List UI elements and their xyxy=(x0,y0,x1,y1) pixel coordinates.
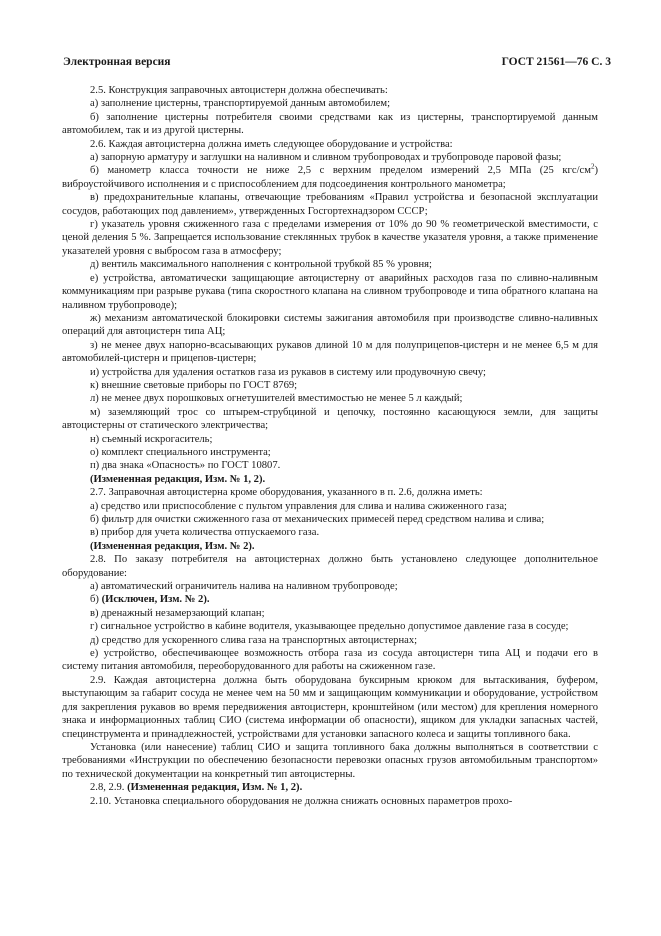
paragraph: 2.7. Заправочная автоцистерна кроме оборудования, указанного в п. 2.6, должна иметь: xyxy=(90,487,483,499)
paragraph: л) не менее двух порошковых огнетушителей вместимостью не менее 5 л каждый; xyxy=(90,393,463,405)
paragraph: 2.10. Установка специального оборудования не должна снижать основных параметров прохо- xyxy=(90,795,513,807)
paragraph: в) дренажный незамерзающий клапан; xyxy=(90,607,265,619)
paragraph: о) комплект специального инструмента; xyxy=(90,446,271,458)
paragraph: а) автоматический ограничитель налива на наливном трубопроводе; xyxy=(90,581,398,593)
paragraph: д) средство для ускоренного слива газа на транспортных автоцистернах; xyxy=(90,634,418,646)
amendment-note: (Исключен, Изм. № 2). xyxy=(101,594,210,606)
paragraph: а) запорную арматуру и заглушки на наливном и сливном трубопроводах и трубопроводе паровой фазы; xyxy=(90,152,562,164)
document-body xyxy=(62,84,598,808)
paragraph: и) устройства для удаления остатков газа из рукавов в систему или продувочную свечу; xyxy=(90,366,486,378)
paragraph: 2.6. Каждая автоцистерна должна иметь следующее оборудование и устройства: xyxy=(90,138,453,150)
page-header xyxy=(63,55,611,69)
paragraph: а) средство или приспособление с пультом управления для слива и налива сжиженного газа; xyxy=(90,500,507,512)
paragraph: н) съемный искрогаситель; xyxy=(90,433,213,445)
paragraph: к) внешние световые приборы по ГОСТ 8769; xyxy=(90,379,298,391)
paragraph: е) устройства, автоматически защищающие автоцистерну от аварийных расходов газа по сливно-наливным коммуникациям при разрыве рукава (типа скоростного клапана на сливном трубопроводе и типа обратного клапана на наливном трубопроводе); xyxy=(62,272,598,311)
amendment-note: (Измененная редакция, Изм. № 2). xyxy=(90,540,255,552)
paragraph: 2.9. Каждая автоцистерна должна быть оборудована буксирным крюком для вытаскивания, буфером, выступающим за габарит сосуда не менее чем на 50 мм и защищающим коммуникации и оборудование, устройством для закрепления рукавов во время передвижения автоцистерн, кронштейном (или местом) для крепления номерного знака и информационных таблиц СИО (система информации об опасности), ящиком для укладки запасных частей, специнструмента и принадлежностей, устройствами для установки запасного колеса и защиты топливного бака. xyxy=(62,674,598,740)
paragraph: г) указатель уровня сжиженного газа с пределами измерения от 10% до 90 % геометрической вместимости, с ценой деления 5 %. Запрещается использование стеклянных трубок в качестве указателя уровня, а также применение указателей уровня с выбросом газа в атмосферу; xyxy=(62,219,598,257)
paragraph xyxy=(62,593,598,606)
paragraph: Установка (или нанесение) таблиц СИО и защита топливного бака должны выполняться в соответствии с требованиями «Инструкции по обеспечению безопасности перевозки опасных грузов автомобильным транспортом» по технической документации на конкретный тип автоцистерны. xyxy=(62,741,598,780)
paragraph: м) заземляющий трос со штырем-струбциной и цепочку, постоянно касающуюся земли, для защиты автоцистерны от статического электричества; xyxy=(62,406,598,432)
superscript: 2 xyxy=(590,162,595,171)
paragraph: б) фильтр для очистки сжиженного газа от механических примесей перед средством налива и слива; xyxy=(90,514,545,525)
paragraph: в) предохранительные клапаны, отвечающие требованиям «Правил устройства и безопасной эксплуатации сосудов, работающих под давлением», утвержденных Госгортехнадзором СССР; xyxy=(62,192,598,217)
paragraph: в) прибор для учета количества отпускаемого газа. xyxy=(90,527,320,539)
paragraph: 2.5. Конструкция заправочных автоцистерн должна обеспечивать: xyxy=(90,85,388,96)
header-standard-page: ГОСТ 21561—76 С. 3 xyxy=(501,56,611,68)
paragraph xyxy=(62,540,598,553)
paragraph: ж) механизм автоматической блокировки системы зажигания автомобиля при производстве сливно-наливных операций для автоцистерн типа АЦ; xyxy=(62,312,598,338)
paragraph xyxy=(62,473,598,486)
paragraph-text: ) виброустойчивого исполнения и с приспособлением для подсоединения контрольного манометра; xyxy=(62,165,598,190)
amendment-note: (Измененная редакция, Изм. № 1, 2). xyxy=(90,473,266,485)
paragraph: б) заполнение цистерны потребителя своими средствами как из цистерны, транспортируемой данным автомобилем, так и из другой цистерны. xyxy=(62,111,598,137)
paragraph: е) устройство, обеспечивающее возможность отбора газа из сосуда автоцистерн типа АЦ и подачи его в систему питания автомобиля, переоборудованного для работы на сжиженном газе. xyxy=(62,648,598,673)
paragraph xyxy=(62,164,598,191)
header-edition-label: Электронная версия xyxy=(63,56,171,68)
paragraph: а) заполнение цистерны, транспортируемой данным автомобилем; xyxy=(90,98,391,110)
paragraph: 2.8. По заказу потребителя на автоцистернах должно быть установлено следующее дополнительное оборудование: xyxy=(62,554,598,579)
paragraph: д) вентиль максимального наполнения с контрольной трубкой 85 % уровня; xyxy=(90,259,432,271)
paragraph-text: 2.8, 2.9. xyxy=(90,782,128,794)
paragraph: п) два знака «Опасность» по ГОСТ 10807. xyxy=(90,460,281,472)
paragraph: г) сигнальное устройство в кабине водителя, указывающее предельно допустимое давление газа в сосуде; xyxy=(90,621,569,633)
paragraph-text: б) xyxy=(90,594,102,606)
paragraph xyxy=(62,781,598,794)
paragraph-text: б) манометр класса точности не ниже 2,5 с верхним пределом измерений 2,5 МПа (25 кгс/см xyxy=(90,165,591,177)
amendment-note: (Измененная редакция, Изм. № 1, 2). xyxy=(127,782,303,794)
paragraph: з) не менее двух напорно-всасывающих рукавов длиной 10 м для полуприцепов-цистерн и не менее 6,5 м для автомобилей-цистерн и прицепов-цистерн; xyxy=(62,339,598,365)
